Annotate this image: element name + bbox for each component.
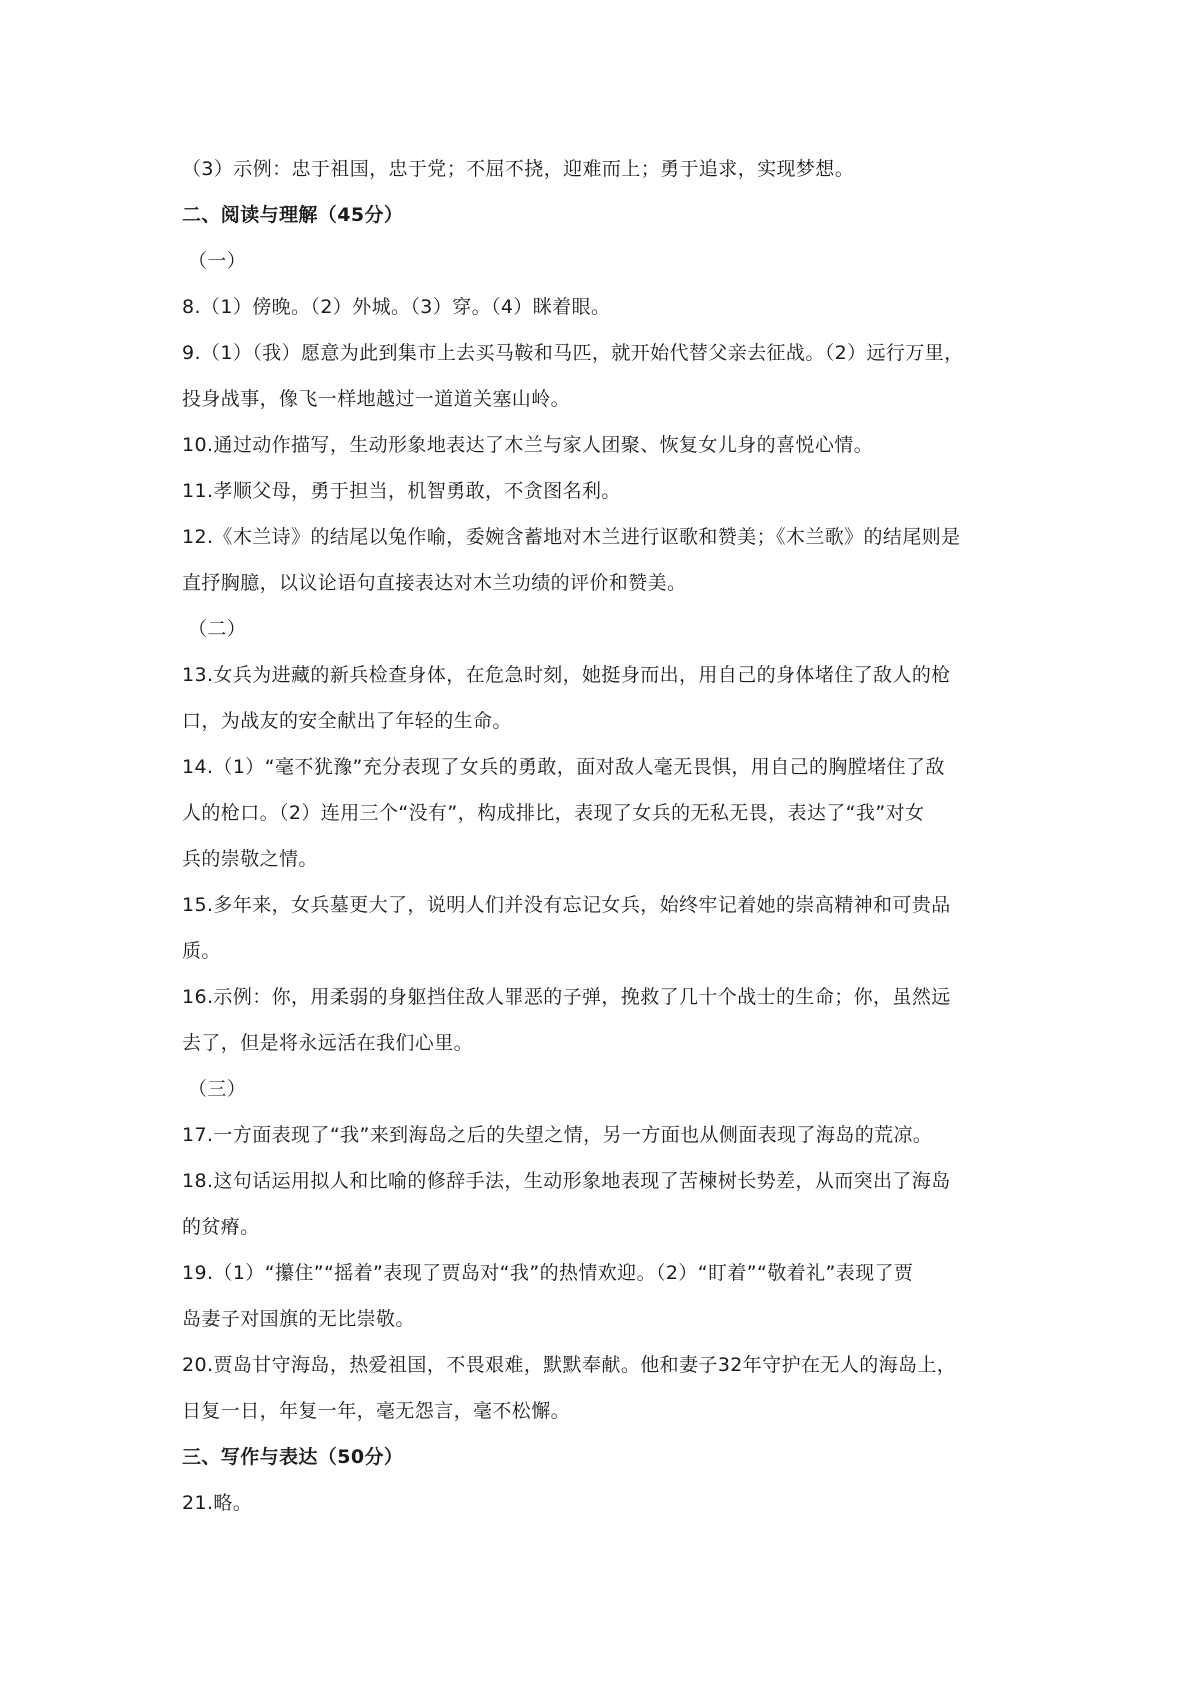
answer-18-line2: 的贫瘠。 — [182, 1216, 260, 1238]
answer-13-line1: 13.女兵为进藏的新兵检查身体，在危急时刻，她挺身而出，用自己的身体堵住了敌人的枪 — [182, 664, 951, 686]
subsection-heading-1: （一） — [188, 250, 247, 272]
answer-21: 21.略。 — [182, 1492, 253, 1514]
answer-13-line2: 口，为战友的安全献出了年轻的生命。 — [182, 710, 512, 732]
answer-14-line3: 兵的崇敬之情。 — [182, 848, 318, 870]
answer-17: 17.一方面表现了“我”来到海岛之后的失望之情，另一方面也从侧面表现了海岛的荒凉。 — [182, 1124, 933, 1146]
answer-16-line2: 去了，但是将永远活在我们心里。 — [182, 1032, 474, 1054]
answer-9-line2: 投身战事，像飞一样地越过一道道关塞山岭。 — [182, 388, 571, 410]
answer-15-line2: 质。 — [182, 940, 221, 962]
answer-10: 10.通过动作描写，生动形象地表达了木兰与家人团聚、恢复女儿身的喜悦心情。 — [182, 434, 874, 456]
answer-12-line1: 12.《木兰诗》的结尾以兔作喻，委婉含蓄地对木兰进行讴歌和赞美；《木兰歌》的结尾则是 — [182, 526, 961, 548]
answer-19-line2: 岛妻子对国旗的无比崇敬。 — [182, 1308, 415, 1330]
section-heading-writing: 三、写作与表达（50分） — [182, 1446, 404, 1468]
answer-20-line1: 20.贾岛甘守海岛，热爱祖国，不畏艰难，默默奉献。他和妻子32年守护在无人的海岛上， — [182, 1354, 957, 1376]
answer-20-line2: 日复一日，年复一年，毫无怨言，毫不松懈。 — [182, 1400, 571, 1422]
subsection-heading-3: （三） — [188, 1078, 247, 1100]
answer-16-line1: 16.示例：你，用柔弱的身躯挡住敌人罪恶的子弹，挽救了几十个战士的生命；你，虽然远 — [182, 986, 951, 1008]
answer-14-line2: 人的枪口。（2）连用三个“没有”，构成排比，表现了女兵的无私无畏，表达了“我”对女 — [182, 802, 925, 824]
answer-11: 11.孝顺父母，勇于担当，机智勇敢，不贪图名利。 — [182, 480, 621, 502]
answer-12-line2: 直抒胸臆，以议论语句直接表达对木兰功绩的评价和赞美。 — [182, 572, 687, 594]
answer-3-example: （3）示例：忠于祖国，忠于党；不屈不挠，迎难而上；勇于追求，实现梦想。 — [182, 158, 855, 180]
answer-14-line1: 14.（1）“毫不犹豫”充分表现了女兵的勇敢，面对敌人毫无畏惧，用自己的胸膛堵住了敌 — [182, 756, 945, 778]
answer-8: 8.（1）傍晚。（2）外城。（3）穿。（4）眯着眼。 — [182, 296, 611, 318]
answer-19-line1: 19.（1）“攥住”“摇着”表现了贾岛对“我”的热情欢迎。（2）“盯着”“敬着礼”表现了贾 — [182, 1262, 914, 1284]
answer-18-line1: 18.这句话运用拟人和比喻的修辞手法，生动形象地表现了苦楝树长势差，从而突出了海岛 — [182, 1170, 951, 1192]
section-heading-reading: 二、阅读与理解（45分） — [182, 204, 404, 226]
subsection-heading-2: （二） — [188, 618, 247, 640]
answer-9-line1: 9.（1）（我）愿意为此到集市上去买马鞍和马匹，就开始代替父亲去征战。（2）远行万里， — [182, 342, 964, 364]
answer-15-line1: 15.多年来，女兵墓更大了，说明人们并没有忘记女兵，始终牢记着她的崇高精神和可贵品 — [182, 894, 951, 916]
